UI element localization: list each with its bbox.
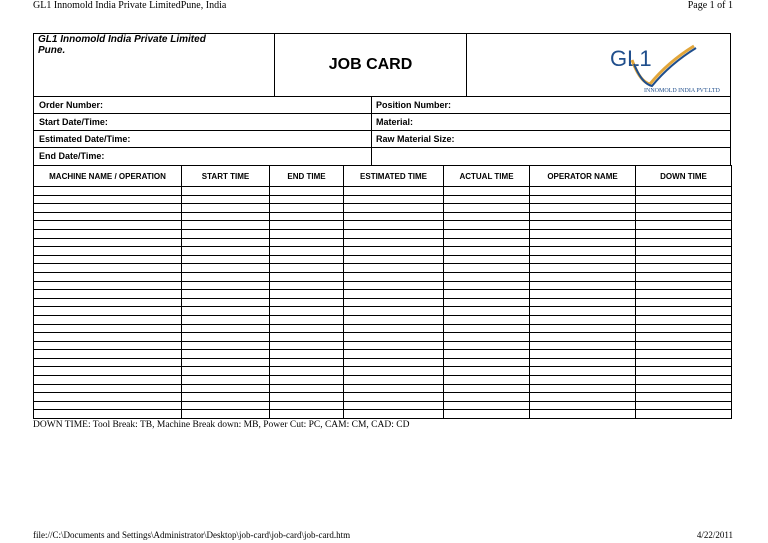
table-cell[interactable] [34, 272, 182, 281]
table-cell[interactable] [530, 401, 636, 410]
table-cell[interactable] [444, 281, 530, 290]
table-cell[interactable] [444, 298, 530, 307]
table-cell[interactable] [34, 367, 182, 376]
table-row [34, 212, 732, 221]
table-cell[interactable] [530, 281, 636, 290]
table-cell[interactable] [182, 238, 270, 247]
table-cell[interactable] [444, 358, 530, 367]
table-cell[interactable] [344, 238, 444, 247]
table-cell[interactable] [530, 272, 636, 281]
table-body [34, 187, 732, 419]
table-cell[interactable] [444, 195, 530, 204]
table-cell[interactable] [530, 290, 636, 299]
page-header-title: GL1 Innomold India Private LimitedPune, India [33, 0, 227, 11]
table-cell[interactable] [270, 393, 344, 402]
table-cell[interactable] [636, 264, 732, 273]
table-cell[interactable] [182, 187, 270, 196]
table-cell[interactable] [344, 410, 444, 419]
table-cell[interactable] [636, 272, 732, 281]
table-cell[interactable] [530, 264, 636, 273]
table-row [34, 204, 732, 213]
job-card-header [33, 33, 731, 97]
raw-material-size-label: Raw Material Size: [376, 134, 455, 144]
table-cell[interactable] [270, 384, 344, 393]
table-cell[interactable] [636, 187, 732, 196]
table-cell[interactable] [270, 315, 344, 324]
table-cell[interactable] [34, 290, 182, 299]
table-cell[interactable] [344, 333, 444, 342]
table-cell[interactable] [344, 264, 444, 273]
table-cell[interactable] [270, 376, 344, 385]
table-cell[interactable] [344, 221, 444, 230]
table-cell[interactable] [636, 238, 732, 247]
table-row [34, 298, 732, 307]
table-row [34, 195, 732, 204]
down-time-legend: DOWN TIME: Tool Break: TB, Machine Break down: MB, Power Cut: PC, CAM: CM, CAD: CD [33, 420, 410, 430]
table-cell[interactable] [444, 264, 530, 273]
table-cell[interactable] [182, 272, 270, 281]
table-cell[interactable] [530, 315, 636, 324]
table-cell[interactable] [182, 410, 270, 419]
table-cell[interactable] [530, 212, 636, 221]
table-cell[interactable] [344, 401, 444, 410]
table-cell[interactable] [636, 384, 732, 393]
table-cell[interactable] [270, 350, 344, 359]
table-cell[interactable] [344, 281, 444, 290]
table-row [34, 401, 732, 410]
table-row [34, 307, 732, 316]
table-row [34, 229, 732, 238]
table-cell[interactable] [34, 324, 182, 333]
table-cell[interactable] [34, 307, 182, 316]
table-cell[interactable] [444, 272, 530, 281]
column-header-machine: MACHINE NAME / OPERATION [34, 166, 182, 187]
table-cell[interactable] [444, 324, 530, 333]
table-cell[interactable] [34, 341, 182, 350]
table-cell[interactable] [344, 393, 444, 402]
table-cell[interactable] [34, 195, 182, 204]
table-cell[interactable] [34, 187, 182, 196]
table-cell[interactable] [182, 281, 270, 290]
info-row [34, 114, 730, 131]
table-cell[interactable] [182, 229, 270, 238]
table-cell[interactable] [444, 315, 530, 324]
table-cell[interactable] [34, 238, 182, 247]
table-cell[interactable] [530, 350, 636, 359]
table-cell[interactable] [270, 221, 344, 230]
table-cell[interactable] [444, 376, 530, 385]
table-cell[interactable] [270, 255, 344, 264]
table-cell[interactable] [34, 350, 182, 359]
table-cell[interactable] [636, 324, 732, 333]
table-cell[interactable] [636, 221, 732, 230]
print-date: 4/22/2011 [696, 530, 733, 540]
table-cell[interactable] [270, 238, 344, 247]
table-cell[interactable] [182, 195, 270, 204]
table-row [34, 410, 732, 419]
table-cell[interactable] [344, 229, 444, 238]
table-cell[interactable] [270, 298, 344, 307]
table-cell[interactable] [530, 367, 636, 376]
table-cell[interactable] [636, 393, 732, 402]
table-cell[interactable] [444, 384, 530, 393]
table-cell[interactable] [34, 358, 182, 367]
table-cell[interactable] [270, 187, 344, 196]
table-cell[interactable] [182, 212, 270, 221]
table-row [34, 315, 732, 324]
table-cell[interactable] [34, 247, 182, 256]
table-cell[interactable] [530, 358, 636, 367]
table-cell[interactable] [444, 221, 530, 230]
table-cell[interactable] [270, 264, 344, 273]
table-cell[interactable] [344, 272, 444, 281]
table-cell[interactable] [182, 401, 270, 410]
column-header-operator-name: OPERATOR NAME [530, 166, 636, 187]
file-path: file://C:\Documents and Settings\Administrator\Desktop\job-card\job-card\job-card.htm [33, 530, 351, 540]
table-cell[interactable] [530, 410, 636, 419]
table-cell[interactable] [530, 393, 636, 402]
table-cell[interactable] [530, 187, 636, 196]
column-header-start-time: START TIME [182, 166, 270, 187]
table-cell[interactable] [270, 290, 344, 299]
table-cell[interactable] [270, 272, 344, 281]
table-cell[interactable] [636, 255, 732, 264]
table-row [34, 290, 732, 299]
table-cell[interactable] [182, 341, 270, 350]
table-cell[interactable] [444, 333, 530, 342]
page-number: Page 1 of 1 [687, 0, 733, 11]
table-cell[interactable] [636, 229, 732, 238]
table-cell[interactable] [530, 238, 636, 247]
table-cell[interactable] [34, 315, 182, 324]
table-cell[interactable] [182, 324, 270, 333]
table-cell[interactable] [636, 281, 732, 290]
table-cell[interactable] [344, 212, 444, 221]
table-cell[interactable] [34, 204, 182, 213]
logo-subtext: INNOMOLD INDIA PVT.LTD [644, 88, 720, 94]
table-cell[interactable] [636, 195, 732, 204]
table-cell[interactable] [344, 384, 444, 393]
table-cell[interactable] [530, 333, 636, 342]
table-cell[interactable] [636, 204, 732, 213]
table-cell[interactable] [182, 307, 270, 316]
table-cell[interactable] [636, 410, 732, 419]
table-cell[interactable] [444, 212, 530, 221]
column-header-end-time: END TIME [270, 166, 344, 187]
table-cell[interactable] [34, 221, 182, 230]
logo-text: GL1 [610, 46, 652, 71]
info-row [34, 148, 730, 165]
table-row [34, 333, 732, 342]
table-row [34, 358, 732, 367]
table-row [34, 255, 732, 264]
table-cell[interactable] [530, 324, 636, 333]
table-cell[interactable] [270, 247, 344, 256]
order-number-label: Order Number: [34, 97, 372, 113]
table-cell[interactable] [34, 401, 182, 410]
gl1-logo-icon [604, 40, 724, 94]
table-cell[interactable] [270, 367, 344, 376]
table-cell[interactable] [344, 350, 444, 359]
table-cell[interactable] [34, 333, 182, 342]
table-cell[interactable] [444, 238, 530, 247]
table-cell[interactable] [344, 247, 444, 256]
table-cell[interactable] [270, 281, 344, 290]
table-row [34, 393, 732, 402]
table-row [34, 324, 732, 333]
table-row [34, 247, 732, 256]
table-cell[interactable] [270, 341, 344, 350]
table-cell[interactable] [344, 298, 444, 307]
table-row [34, 384, 732, 393]
table-cell[interactable] [444, 187, 530, 196]
table-cell[interactable] [182, 367, 270, 376]
table-cell[interactable] [182, 221, 270, 230]
table-cell[interactable] [636, 290, 732, 299]
table-cell[interactable] [444, 350, 530, 359]
table-cell[interactable] [444, 247, 530, 256]
table-cell[interactable] [182, 255, 270, 264]
table-cell[interactable] [182, 350, 270, 359]
table-cell[interactable] [344, 315, 444, 324]
table-cell[interactable] [636, 376, 732, 385]
table-cell[interactable] [636, 307, 732, 316]
company-name: GL1 Innomold India Private Limited [38, 34, 206, 45]
operations-table [33, 165, 732, 419]
table-cell[interactable] [444, 341, 530, 350]
table-cell[interactable] [530, 384, 636, 393]
table-cell[interactable] [270, 333, 344, 342]
table-cell[interactable] [444, 410, 530, 419]
table-cell[interactable] [636, 333, 732, 342]
table-cell[interactable] [444, 255, 530, 264]
table-cell[interactable] [530, 307, 636, 316]
table-cell[interactable] [182, 264, 270, 273]
table-row [34, 187, 732, 196]
table-cell[interactable] [636, 367, 732, 376]
column-header-estimated-time: ESTIMATED TIME [344, 166, 444, 187]
job-info [33, 97, 731, 165]
table-cell[interactable] [636, 298, 732, 307]
table-header-row [34, 166, 732, 187]
estimated-datetime-label: Estimated Date/Time: [34, 131, 372, 147]
table-cell[interactable] [34, 255, 182, 264]
table-row [34, 238, 732, 247]
table-row [34, 341, 732, 350]
table-cell[interactable] [34, 384, 182, 393]
table-cell[interactable] [34, 281, 182, 290]
table-cell[interactable] [530, 221, 636, 230]
table-cell[interactable] [34, 376, 182, 385]
table-cell[interactable] [636, 341, 732, 350]
table-cell[interactable] [530, 298, 636, 307]
table-row [34, 376, 732, 385]
table-cell[interactable] [182, 384, 270, 393]
table-cell[interactable] [530, 229, 636, 238]
table-cell[interactable] [270, 229, 344, 238]
table-cell[interactable] [182, 358, 270, 367]
table-cell[interactable] [444, 307, 530, 316]
table-cell[interactable] [636, 315, 732, 324]
column-header-down-time: DOWN TIME [636, 166, 732, 187]
table-cell[interactable] [444, 401, 530, 410]
table-cell[interactable] [182, 290, 270, 299]
table-cell[interactable] [34, 410, 182, 419]
table-cell[interactable] [270, 204, 344, 213]
column-header-actual-time: ACTUAL TIME [444, 166, 530, 187]
table-cell[interactable] [270, 358, 344, 367]
table-cell[interactable] [344, 367, 444, 376]
table-row [34, 367, 732, 376]
table-cell[interactable] [34, 212, 182, 221]
table-cell[interactable] [270, 410, 344, 419]
table-cell[interactable] [34, 264, 182, 273]
table-cell[interactable] [182, 333, 270, 342]
info-row [34, 131, 730, 148]
table-cell[interactable] [444, 393, 530, 402]
table-cell[interactable] [34, 393, 182, 402]
table-cell[interactable] [636, 350, 732, 359]
table-cell[interactable] [182, 298, 270, 307]
job-card-title: JOB CARD [275, 34, 467, 96]
table-cell[interactable] [344, 341, 444, 350]
table-cell[interactable] [530, 376, 636, 385]
table-cell[interactable] [34, 229, 182, 238]
table-cell[interactable] [182, 393, 270, 402]
table-cell[interactable] [344, 204, 444, 213]
table-cell[interactable] [344, 195, 444, 204]
table-row [34, 272, 732, 281]
position-number-label: Position Number: [376, 100, 452, 110]
table-cell[interactable] [530, 341, 636, 350]
job-card [33, 33, 731, 419]
table-cell[interactable] [270, 324, 344, 333]
table-cell[interactable] [636, 401, 732, 410]
table-cell[interactable] [270, 401, 344, 410]
company-logo [467, 34, 730, 96]
table-row [34, 264, 732, 273]
table-cell[interactable] [270, 307, 344, 316]
table-row [34, 281, 732, 290]
table-cell[interactable] [530, 247, 636, 256]
table-cell[interactable] [444, 290, 530, 299]
start-datetime-label: Start Date/Time: [34, 114, 372, 130]
table-cell[interactable] [182, 315, 270, 324]
end-datetime-label: End Date/Time: [34, 148, 372, 165]
table-cell[interactable] [344, 307, 444, 316]
table-cell[interactable] [530, 204, 636, 213]
company-city: Pune. [38, 45, 66, 56]
table-cell[interactable] [34, 298, 182, 307]
table-cell[interactable] [182, 376, 270, 385]
info-row [34, 97, 730, 114]
table-cell[interactable] [344, 187, 444, 196]
table-cell[interactable] [444, 229, 530, 238]
table-cell[interactable] [444, 204, 530, 213]
table-cell[interactable] [270, 195, 344, 204]
table-cell[interactable] [636, 212, 732, 221]
table-cell[interactable] [182, 204, 270, 213]
table-row [34, 221, 732, 230]
table-row [34, 350, 732, 359]
table-cell[interactable] [344, 255, 444, 264]
company-name-cell [34, 34, 275, 96]
table-cell[interactable] [636, 358, 732, 367]
material-label: Material: [376, 117, 414, 127]
table-cell[interactable] [344, 290, 444, 299]
table-cell[interactable] [444, 367, 530, 376]
table-cell[interactable] [344, 358, 444, 367]
table-cell[interactable] [270, 212, 344, 221]
table-cell[interactable] [344, 324, 444, 333]
table-cell[interactable] [530, 255, 636, 264]
table-cell[interactable] [530, 195, 636, 204]
table-cell[interactable] [344, 376, 444, 385]
table-cell[interactable] [636, 247, 732, 256]
table-cell[interactable] [182, 247, 270, 256]
